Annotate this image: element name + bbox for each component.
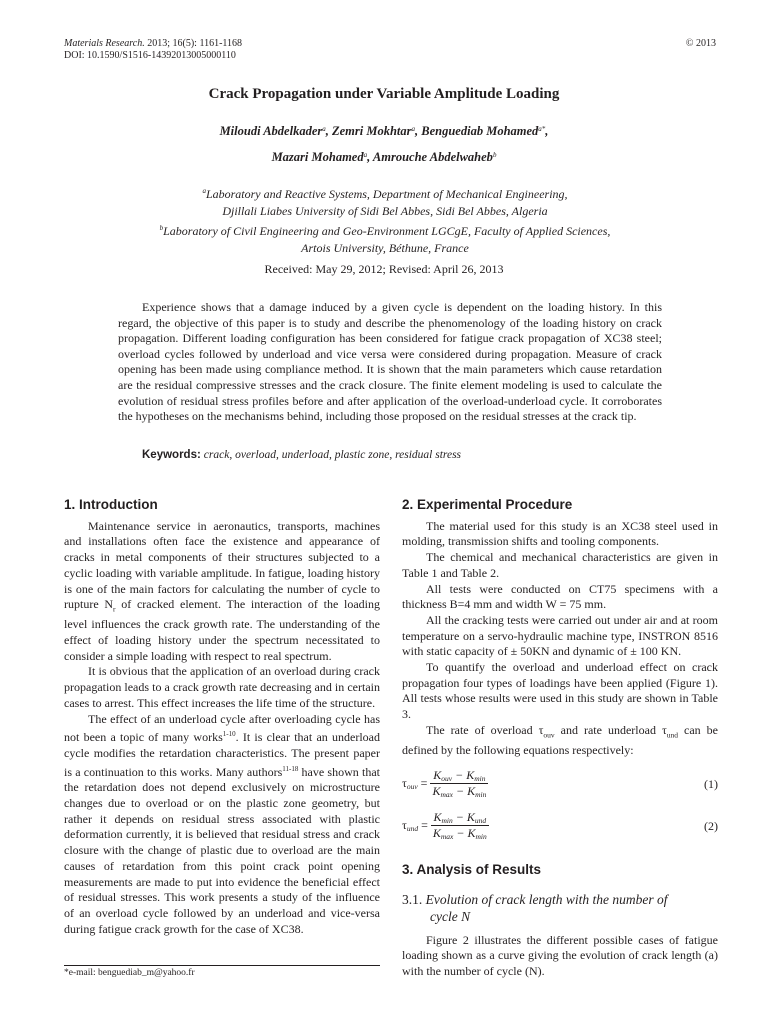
subsection-heading: 3.1. Evolution of crack length with the number of cycle N — [402, 891, 668, 924]
keywords-value: crack, overload, underload, plastic zone, residual stress — [203, 449, 462, 461]
authors-line-2 — [0, 150, 768, 165]
author-separator: , — [415, 124, 422, 138]
exp-paragraph-2: The chemical and mechanical characteristics are given in Table 1 and Table 2. — [402, 550, 718, 580]
exp-paragraph-1: The material used for this study is an XC38 steel used in molding, transmission shifts and tooling components. — [402, 518, 718, 549]
authors-line-1 — [0, 124, 768, 139]
citation-ref: 11-18 — [282, 764, 299, 773]
author-affil-mark: b — [492, 151, 497, 159]
equation-2: τund = $\frac{\text{Kmin − Kund}}{Kmax - Kmin}$ (2) — [402, 810, 718, 841]
author-separator: , — [545, 124, 549, 138]
author-name: Amrouche Abdelwaheb — [372, 150, 493, 164]
citation-ref: 1-10 — [222, 730, 236, 739]
intro-paragraph-2: It is obvious that the application of an overload during crack propagation leads to a crack growth rate decreasing and in certain cases to arrest. This effect increases the life time of the structure. — [64, 664, 380, 710]
affil-mark: b — [159, 224, 164, 232]
intro-paragraph-3: The effect of an underload cycle after overloading cycle has not been a topic of many works$^{1-10}$. It is clear that an underload cycle modifies the retardation characteristics. The present paper is a continuation to this works. Many authors$^{11-18}$ have shown that the retardation does not depend exclusively on microstructure changes due to overload or on the plastic zone geometry, but rather it depends on residual stress associated with plastic deformation currently, it is believed that residual stress and crack closure with the change of plastic due to overload are the main causes of retardation from this point crack point opening measurements are made to put into evidence the beneficial effect of residual stresses. This work presents a study of the influence of an overload cycle followed by an underload and vice-versa during fatigue crack growth for the case of XC38. — [64, 711, 380, 936]
received-dates: Received: May 29, 2012; Revised: April 26, 2013 — [264, 262, 504, 276]
journal-citation — [64, 38, 242, 50]
exp-paragraph-6: The rate of overload $\tau_{ouv}$ and rate underload $\tau_{und}$ can be defined by the following equations respectively: — [402, 722, 718, 757]
journal-name: Materials Research. — [64, 38, 145, 49]
corresponding-star: * — [541, 125, 546, 133]
section-3 — [402, 862, 718, 980]
author-name: Zemri Mokhtar — [331, 124, 412, 138]
subscript: r — [113, 604, 116, 614]
footnote-rule — [64, 965, 380, 966]
exp-paragraph-5: To quantify the overload and underload effect on crack propagation four types of loadings have been applied (Figure 1). All tests whose results were used in this study are shown in Table 3. — [402, 660, 718, 722]
author-separator: , — [325, 124, 332, 138]
exp-paragraph-4: All the cracking tests were carried out under air and at room temperature on a servo-hydraulic machine type, INSTRON 8516 with static capacity of ± 50KN and dynamic of ± 100 KN. — [402, 612, 718, 659]
affil-line: Laboratory of Civil Engineering and Geo-Environment LGCgE, Faculty of Applied Sciences, — [163, 224, 611, 238]
affil-line: Djillali Liabes University of Sidi Bel Abbes, Sidi Bel Abbes, Algeria — [222, 204, 548, 218]
keywords — [142, 447, 662, 462]
author-name: Miloudi Abdelkader — [219, 124, 323, 138]
keywords-label: Keywords: — [142, 449, 201, 461]
equation-number: (1) — [704, 777, 718, 791]
author-affil-mark: a — [411, 125, 416, 133]
affiliations — [90, 183, 680, 257]
footnote-email: *e-mail: benguediab_m@yahoo.fr — [64, 968, 195, 978]
copyright: © 2013 — [685, 38, 716, 49]
left-column — [64, 497, 380, 937]
affil-line: Artois University, Béthune, France — [301, 241, 469, 255]
affiliation-a — [90, 183, 680, 203]
equation-number: (2) — [704, 819, 718, 833]
exp-paragraph-3: All tests were conducted on CT75 specimens with a thickness B=4 mm and width W = 75 mm. — [402, 581, 718, 612]
author-affil-mark: a — [363, 151, 368, 159]
abstract: Experience shows that a damage induced by a given cycle is dependent on the loading history. In this regard, the objective of this paper is to study and describe the phenomenology of the loading history on crack propagation. Different loading configuration has been considered for fatigue crack propagation of XC38 steel; overload cycles followed by underload and vice versa were considered during propagation. Measure of crack opening has been made using compliance method. It is shown that the main parameters which cause retardation are the residual compressive stresses and the crack closure. The finite element modeling is used to calculate the evolution of residual stress profiles before and after application of the overload-underload cycle. It corroborates the hypotheses on the mechanisms behind, including those proposed on the residual stresses at the crack tip. — [118, 300, 662, 424]
author-name: Benguediab Mohamed — [421, 124, 539, 138]
equation-1: τouv = $\frac{\text{Kouv − Kmin}}{Kmax - Kmin}$ (1) — [402, 768, 718, 799]
author-separator: , — [367, 150, 373, 164]
section-heading-introduction: 1. Introduction — [64, 497, 158, 512]
intro-paragraph-1: Maintenance service in aeronautics, transports, machines and installations often face the existence and appearance of cracks in metal components of their structures subjected to a cyclic loading with variable amplitude. In fatigue, loading history is one of the main factors for calculating the number of cycle to rupture $N_r$ of cracked element. The interaction of the loading level influences the crack growth rate. The understanding of the effect of loading history under the spectrum necessitated to consider a simple loading with respect to real spectrum. — [64, 518, 380, 663]
doi: DOI: 10.1590/S1516-14392013005000110 — [64, 50, 236, 61]
citation: 2013; 16(5): 1161-1168 — [147, 38, 243, 49]
author-name: Mazari Mohamed — [271, 150, 364, 164]
affil-mark: a — [202, 187, 206, 195]
author-affil-mark: a — [538, 125, 542, 133]
right-column — [402, 497, 718, 759]
paper-title: Crack Propagation under Variable Amplitude Loading — [208, 86, 560, 102]
section-heading-experimental: 2. Experimental Procedure — [402, 497, 573, 512]
section-heading-analysis: 3. Analysis of Results — [402, 862, 542, 877]
affil-line: Laboratory and Reactive Systems, Department of Mechanical Engineering, — [205, 187, 568, 201]
affiliation-b — [90, 220, 680, 240]
author-affil-mark: a — [322, 125, 326, 133]
analysis-paragraph-1: Figure 2 illustrates the different possible cases of fatigue loading shown as a curve giving the evolution of crack length (a) with the number of cycle (N). — [402, 932, 718, 979]
